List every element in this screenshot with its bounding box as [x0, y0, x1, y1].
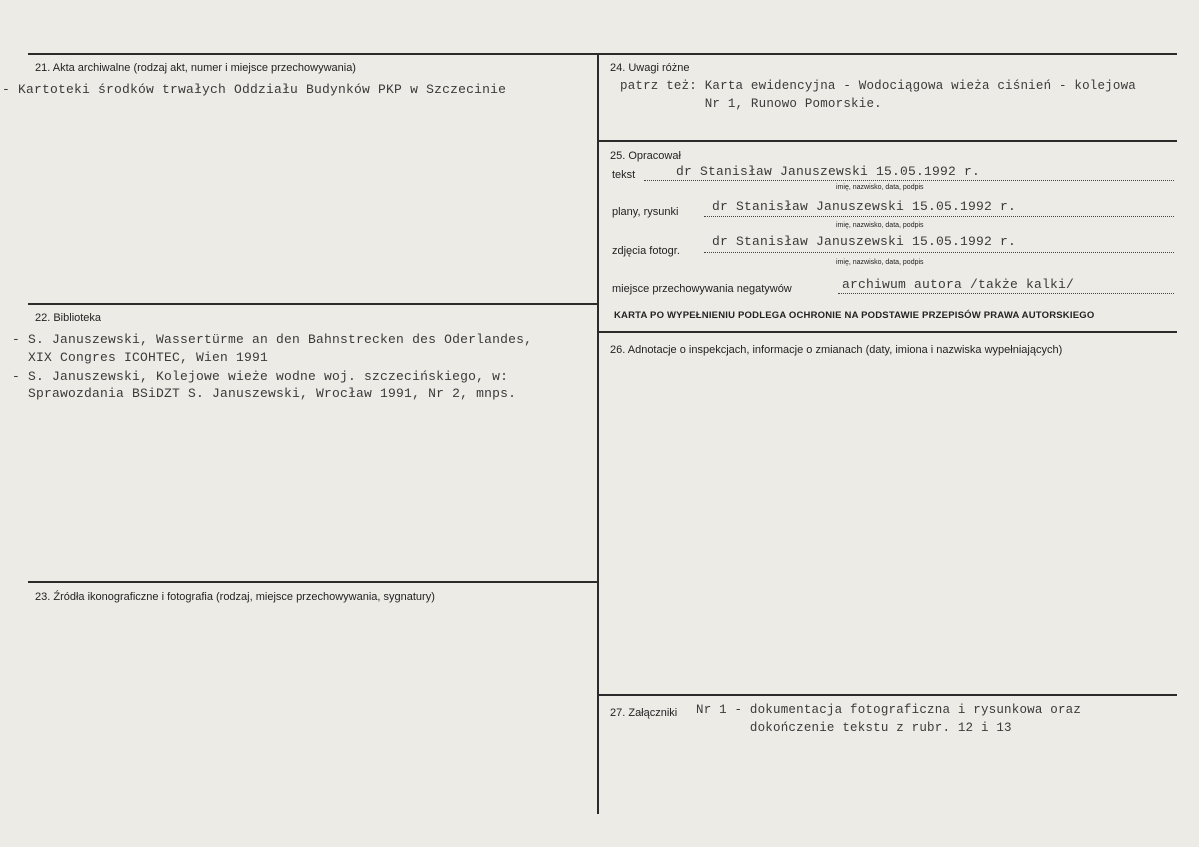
negatywy-label: miejsce przechowywania negatywów — [612, 283, 792, 295]
section-22-line-2: XIX Congres ICOHTEC, Wien 1991 — [12, 350, 269, 365]
plany-value: dr Stanisław Januszewski 15.05.1992 r. — [712, 199, 1017, 214]
plany-caption: imię, nazwisko, data, podpis — [836, 222, 924, 229]
tekst-line — [644, 180, 1174, 181]
rule-24-25 — [599, 140, 1177, 142]
section-24-line-2: Nr 1, Runowo Pomorskie. — [620, 97, 882, 111]
zdjecia-label: zdjęcia fotogr. — [612, 245, 680, 257]
section-22-label: 22. Biblioteka — [35, 312, 102, 324]
tekst-label: tekst — [612, 169, 636, 181]
section-22-line-4: Sprawozdania BSiDZT S. Januszewski, Wrocław 1991, Nr 2, mnps. — [12, 386, 517, 401]
plany-line — [704, 216, 1174, 217]
tekst-value: dr Stanisław Januszewski 15.05.1992 r. — [676, 164, 981, 179]
section-25-label: 25. Opracował — [610, 150, 681, 162]
plany-label: plany, rysunki — [612, 206, 679, 218]
section-27-line-1: Nr 1 - dokumentacja fotograficzna i rysunkowa oraz — [696, 703, 1082, 717]
section-22-line-3: - S. Januszewski, Kolejowe wieże wodne woj. szczecińskiego, w: — [12, 369, 509, 384]
section-22-line-1: - S. Januszewski, Wassertürme an den Bahnstrecken des Oderlandes, — [12, 332, 533, 347]
negatywy-value: archiwum autora /także kalki/ — [842, 277, 1075, 292]
rule-21-22 — [28, 303, 599, 305]
negatywy-line — [838, 293, 1174, 294]
section-24-label: 24. Uwagi różne — [610, 62, 690, 74]
section-27-label: 27. Załączniki — [610, 707, 678, 719]
rule-25-26 — [599, 331, 1177, 333]
zdjecia-caption: imię, nazwisko, data, podpis — [836, 259, 924, 266]
section-27-line-2: dokończenie tekstu z rubr. 12 i 13 — [696, 721, 1012, 735]
rule-top-right — [599, 53, 1177, 55]
zdjecia-value: dr Stanisław Januszewski 15.05.1992 r. — [712, 234, 1017, 249]
column-divider — [597, 53, 599, 814]
zdjecia-line — [704, 252, 1174, 253]
rule-top-left — [28, 53, 599, 55]
copyright-notice: KARTA PO WYPEŁNIENIU PODLEGA OCHRONIE NA PODSTAWIE PRZEPISÓW PRAWA AUTORSKIEGO — [614, 310, 1095, 321]
section-21-text: - Kartoteki środków trwałych Oddziału Budynków PKP w Szczecinie — [2, 82, 507, 97]
section-26-label: 26. Adnotacje o inspekcjach, informacje o zmianach (daty, imiona i nazwiska wypełniających) — [610, 344, 1063, 356]
section-23-label: 23. Źródła ikonograficzne i fotografia (rodzaj, miejsce przechowywania, sygnatury) — [35, 591, 435, 603]
rule-26-27 — [599, 694, 1177, 696]
section-24-line-1: patrz też: Karta ewidencyjna - Wodociągowa wieża ciśnień - kolejowa — [620, 79, 1136, 93]
rule-22-23 — [28, 581, 599, 583]
tekst-caption: imię, nazwisko, data, podpis — [836, 184, 924, 191]
section-21-label: 21. Akta archiwalne (rodzaj akt, numer i miejsce przechowywania) — [35, 62, 356, 74]
